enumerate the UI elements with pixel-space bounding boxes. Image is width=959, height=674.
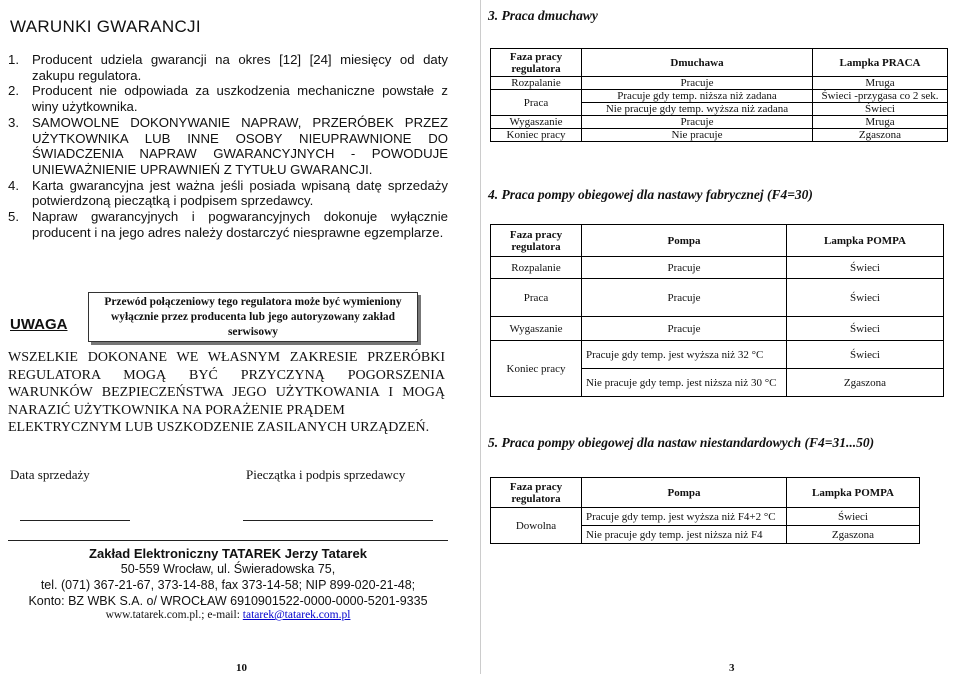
rule-item	[8, 178, 448, 209]
table-row	[491, 508, 920, 526]
table-header: Pompa	[582, 478, 787, 508]
table-cell: Pracuje gdy temp. jest wyższa niż F4+2 °C	[582, 508, 787, 526]
table-cell: Nie pracuje gdy temp. jest niższa niż 30 °C	[582, 369, 787, 397]
table-cell: Świeci	[813, 103, 948, 116]
table-row	[491, 257, 944, 279]
table-cell: Pracuje	[582, 279, 787, 317]
pump-custom-table	[490, 477, 920, 544]
rule-number: 2.	[8, 83, 19, 99]
right-page	[488, 0, 954, 674]
table-cell: Zgaszona	[813, 129, 948, 142]
table-header: Lampka POMPA	[787, 225, 944, 257]
table-row	[491, 279, 944, 317]
rule-text: Producent udziela gwarancji na okres [12] [24] miesięcy od daty zakupu regulatora.	[32, 52, 448, 83]
table-cell: Świeci -przygasa co 2 sek.	[813, 90, 948, 103]
table-cell: Wygaszanie	[491, 317, 582, 341]
table-row	[491, 129, 948, 142]
rule-item	[8, 115, 448, 178]
table-header: Lampka PRACA	[813, 49, 948, 77]
table-row	[491, 317, 944, 341]
rule-number: 5.	[8, 209, 19, 225]
email-link[interactable]: tatarek@tatarek.com.pl	[242, 609, 351, 621]
table-cell: Mruga	[813, 77, 948, 90]
company-web	[8, 609, 448, 621]
rule-text: Napraw gwarancyjnych i pogwarancyjnych dokonuje wyłącznie producent i na jego adres należy dostarczyć niesprawne egzemplarze.	[32, 209, 448, 240]
table-cell: Nie pracuje gdy temp. jest niższa niż F4	[582, 526, 787, 544]
table-cell: Pracuje	[582, 116, 813, 129]
table-cell: Wygaszanie	[491, 116, 582, 129]
blower-table	[490, 48, 948, 142]
table-cell: Pracuje	[582, 77, 813, 90]
table-cell: Rozpalanie	[491, 257, 582, 279]
table-cell: Koniec pracy	[491, 129, 582, 142]
table-cell: Świeci	[787, 257, 944, 279]
table-cell: Rozpalanie	[491, 77, 582, 90]
warranty-rules	[8, 52, 448, 240]
section-3-title: 3. Praca dmuchawy	[488, 8, 598, 23]
table-cell: Pracuje	[582, 257, 787, 279]
table-cell: Pracuje	[582, 317, 787, 341]
rule-text: SAMOWOLNE DOKONYWANIE NAPRAW, PRZERÓBEK PRZEZ UŻYTKOWNIKA LUB INNE OSOBY NIEUPRAWNIONE DO ŚWIADCZENIA NAPRAW GWARANCYJNYCH - POWODUJE UNIEWAŻNIENIE UPRAWNIEŃ Z TYTUŁU GWARANCJI.	[32, 114, 448, 177]
table-cell: Nie pracuje gdy temp. wyższa niż zadana	[582, 103, 813, 116]
table-cell: Zgaszona	[787, 369, 944, 397]
table-cell: Pracuje gdy temp. niższa niż zadana	[582, 90, 813, 103]
section-4-title: 4. Praca pompy obiegowej dla nastawy fabrycznej (F4=30)	[488, 187, 813, 202]
table-header: Dmuchawa	[582, 49, 813, 77]
sale-date-line	[20, 520, 130, 521]
company-address: 50-559 Wrocław, ul. Świeradowska 75,	[120, 562, 336, 576]
table-cell: Dowolna	[491, 508, 582, 544]
table-cell: Pracuje gdy temp. jest wyższa niż 32 °C	[582, 341, 787, 369]
rule-number: 1.	[8, 52, 19, 67]
warning-text-last: ELEKTRYCZNYM LUB USZKODZENIE ZASILANYCH URZĄDZEŃ.	[8, 420, 430, 436]
web-prefix: www.tatarek.com.pl.; e-mail:	[105, 609, 243, 621]
table-cell: Zgaszona	[787, 526, 920, 544]
safety-warning	[8, 349, 445, 437]
company-name: Zakład Elektroniczny TATAREK Jerzy Tatarek	[89, 546, 367, 561]
table-cell: Mruga	[813, 116, 948, 129]
stamp-label: Pieczątka i podpis sprzedawcy	[246, 467, 406, 482]
rule-text: Karta gwarancyjna jest ważna jeśli posiada wpisaną datę sprzedaży potwierdzoną pieczątką i podpisem sprzedawcy.	[32, 177, 448, 209]
rule-item	[8, 83, 448, 114]
rule-item	[8, 52, 448, 83]
rule-number: 4.	[8, 177, 19, 193]
table-header: Lampka POMPA	[787, 478, 920, 508]
table-row	[491, 77, 948, 90]
table-cell: Świeci	[787, 508, 920, 526]
table-row	[491, 116, 948, 129]
page-number-left: 10	[236, 662, 247, 674]
table-cell: Praca	[491, 90, 582, 116]
table-cell: Koniec pracy	[491, 341, 582, 397]
left-page	[8, 0, 448, 674]
table-row	[491, 90, 948, 103]
table-cell: Świeci	[787, 279, 944, 317]
table-header: Faza pracy regulatora	[491, 225, 582, 257]
rule-number: 3.	[8, 114, 19, 130]
table-cell: Świeci	[787, 317, 944, 341]
uwaga-label: UWAGA	[10, 316, 68, 333]
separator-line	[8, 540, 448, 541]
table-row	[491, 341, 944, 369]
sale-date-label: Data sprzedaży	[10, 467, 90, 482]
table-cell: Nie pracuje	[582, 129, 813, 142]
table-header: Faza pracy regulatora	[491, 49, 582, 77]
page-title: WARUNKI GWARANCJI	[10, 17, 201, 36]
pump-factory-table	[490, 224, 944, 397]
table-header: Faza pracy regulatora	[491, 478, 582, 508]
signature-line	[243, 520, 433, 521]
page-divider	[480, 0, 481, 674]
warning-text: WSZELKIE DOKONANE WE WŁASNYM ZAKRESIE PRZERÓBKI REGULATORA MOGĄ BYĆ PRZYCZYNĄ POGORSZENIA WARUNKÓW BEZPIECZEŃSTWA JEGO UŻYTKOWANIA I MOGĄ NARAZIĆ UŻYTKOWNIKA NA PORAŻENIE PRĄDEM	[8, 350, 445, 418]
company-account: Konto: BZ WBK S.A. o/ WROCŁAW 6910901522-0000-0000-5201-9335	[28, 594, 428, 608]
section-5-title: 5. Praca pompy obiegowej dla nastaw niestandardowych (F4=31...50)	[488, 435, 875, 450]
rule-text: Producent nie odpowiada za uszkodzenia mechaniczne powstałe z winy użytkownika.	[32, 83, 448, 115]
table-header: Pompa	[582, 225, 787, 257]
page-number-right: 3	[729, 662, 735, 674]
table-cell: Świeci	[787, 341, 944, 369]
uwaga-notice-box: Przewód połączeniowy tego regulatora może być wymieniony wyłącznie przez producenta lub jego autoryzowany zakład serwisowy	[88, 292, 418, 342]
rule-item	[8, 209, 448, 240]
table-cell: Praca	[491, 279, 582, 317]
company-phone: tel. (071) 367-21-67, 373-14-88, fax 373-14-58; NIP 899-020-21-48;	[40, 578, 416, 592]
